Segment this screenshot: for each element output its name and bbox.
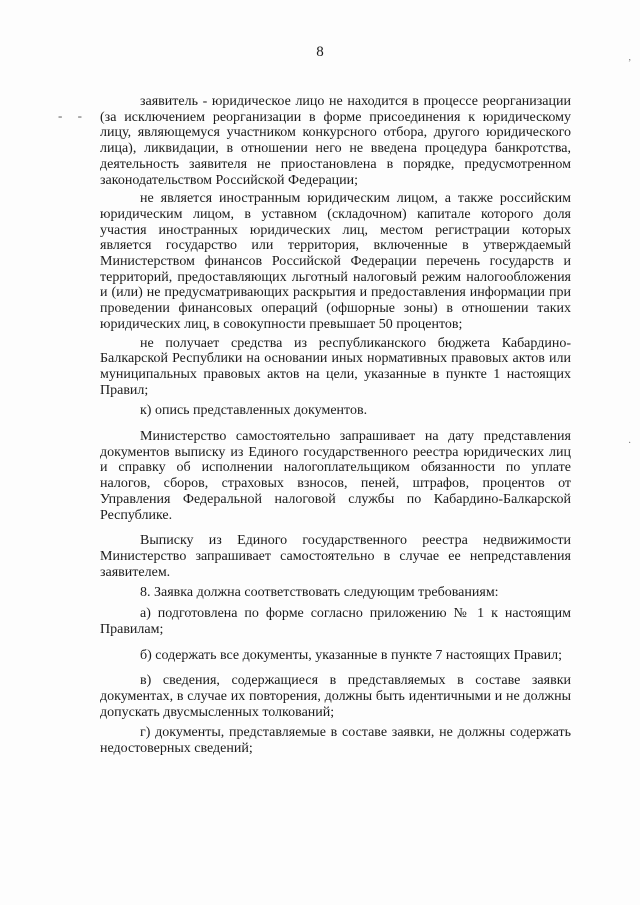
paragraph-requirement-v: в) сведения, содержащиеся в представляемых в составе заявки документах, в случае их повторения, должны быть идентичными и не должны допускать двусмысленных толкований; xyxy=(100,673,571,720)
scan-artifact-dashes: - - xyxy=(58,108,88,123)
scan-artifact-edge-bottom: · xyxy=(628,438,632,449)
scan-artifact-edge-top: ’ xyxy=(628,58,632,69)
paragraph-requirement-g: г) документы, представляемые в составе заявки, не должны содержать недостоверных сведений; xyxy=(100,725,571,757)
paragraph-requirement-b: б) содержать все документы, указанные в пункте 7 настоящих Правил; xyxy=(140,647,563,663)
paragraph-applicant-status: заявитель - юридическое лицо не находится в процессе реорганизации (за исключением реорганизации в форме присоединения к юридическому лицу, являющемуся участником конкурсного отбора, другого юридического лица), ликвидации, в отношении него не введена процедура банкротства, деятельность заявителя не приостановлена в порядке, предусмотренном законодательством Российской Федерации; xyxy=(100,94,571,188)
paragraph-requirement-a: а) подготовлена по форме согласно приложению № 1 к настоящим Правилам; xyxy=(100,606,571,637)
paragraph-not-foreign-entity: не является иностранным юридическим лицом, а также российским юридическим лицом, в уставном (складочном) капитале которого доля участия иностранных юридических лиц, местом регистрации которых является государство или территория, включенные в утверждаемый Министерством финансов Российской Федерации перечень государств и территорий, предоставляющих льготный налоговый режим налогообложения и (или) не предусматривающих раскрытия и предоставления информации при проведении финансовых операций (офшорные зоны) в отношении таких юридических лиц, в совокупности превышает 50 процентов; xyxy=(100,191,571,332)
paragraph-inventory: к) опись представленных документов. xyxy=(140,403,368,419)
paragraph-real-estate-extract: Выписку из Единого государственного реестра недвижимости Министерство запрашивает самостоятельно в случае ее непредставления заявителем. xyxy=(100,533,571,580)
document-body xyxy=(100,94,571,757)
paragraph-requirements-heading: 8. Заявка должна соответствовать следующим требованиям: xyxy=(140,585,499,601)
page-number: 8 xyxy=(316,44,324,60)
paragraph-no-other-funds: не получает средства из республиканского бюджета Кабардино-Балкарской Республики на основании иных нормативных правовых актов или муниципальных правовых актов на цели, указанные в пункте 1 настоящих Правил; xyxy=(100,335,571,398)
paragraph-ministry-requests: Министерство самостоятельно запрашивает на дату представления документов выписку из Единого государственного реестра юридических лиц и справку об исполнении налогоплательщиком обязанности по уплате налогов, сборов, страховых взносов, пеней, штрафов, процентов от Управления Федеральной налоговой службы по Кабардино-Балкарской Республике. xyxy=(100,429,571,523)
